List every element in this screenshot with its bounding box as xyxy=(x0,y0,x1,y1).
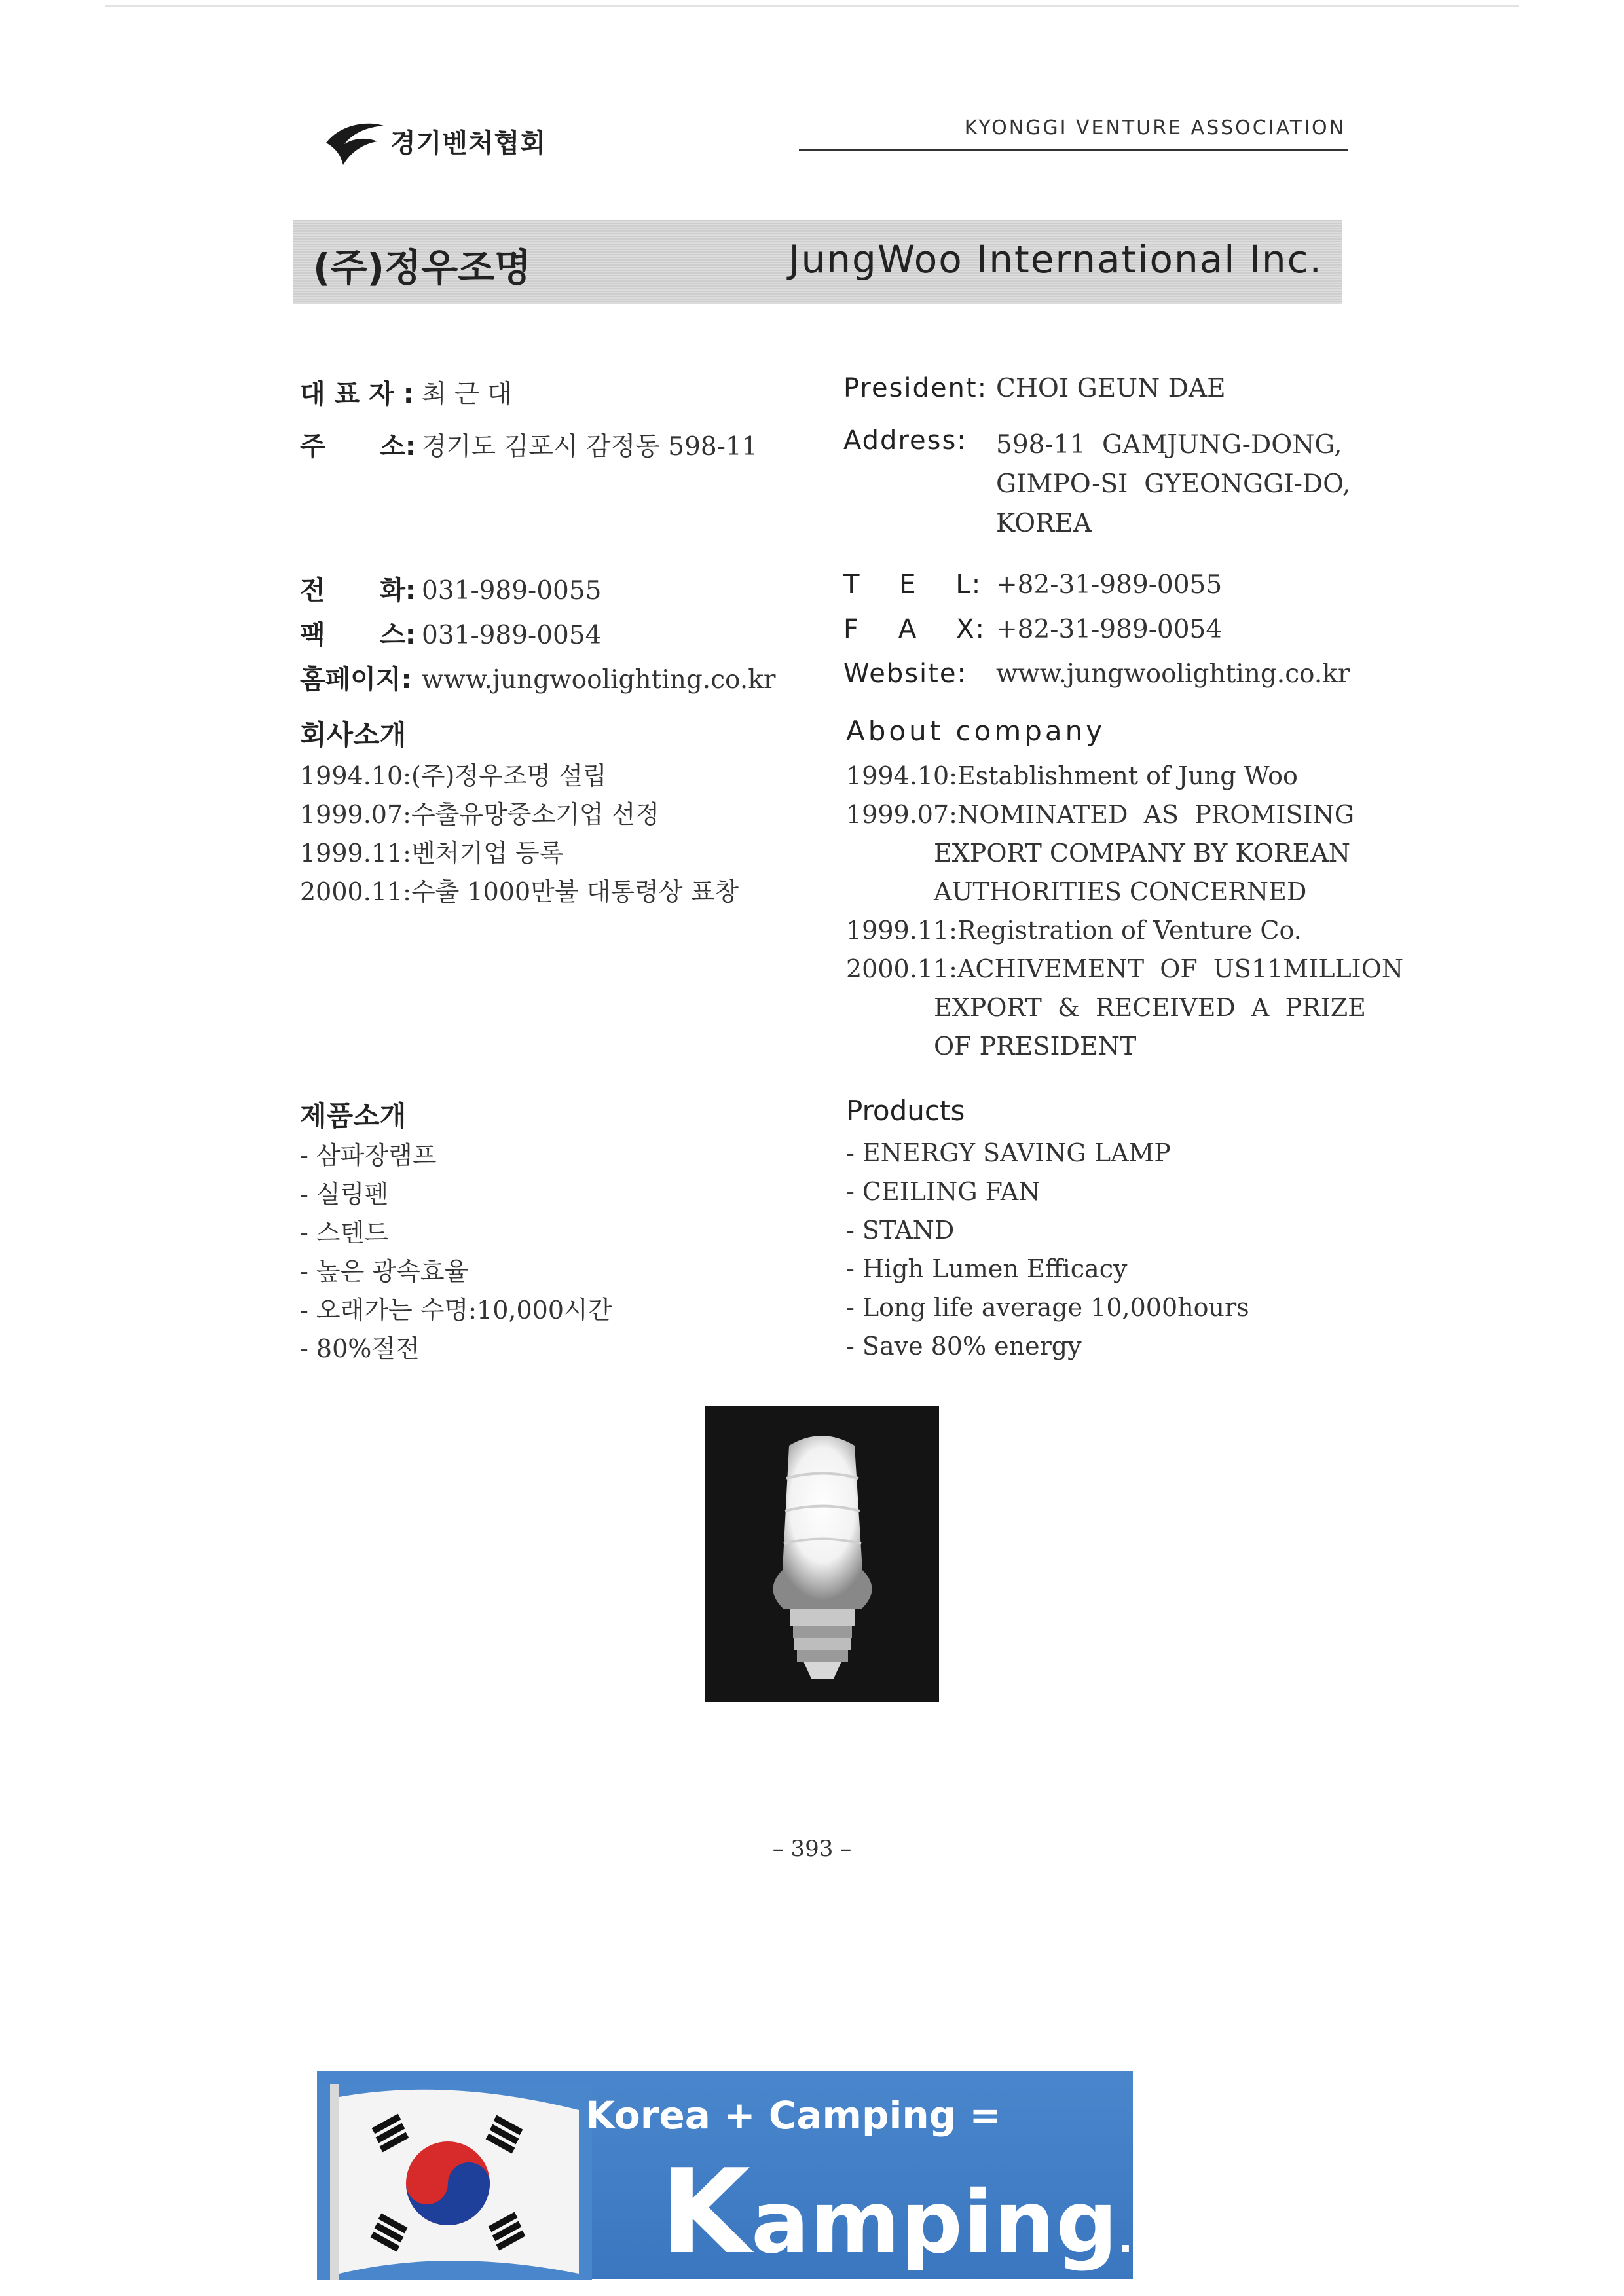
info-ko-address xyxy=(300,426,758,463)
about-ko-item: 1999.07:수출유망중소기업 선정 xyxy=(300,800,660,829)
about-en-date: 1999.11: xyxy=(846,916,957,945)
info-ko-label: 홈페이지: xyxy=(300,665,412,695)
info-ko-value: 031-989-0054 xyxy=(422,621,602,650)
info-ko-phone xyxy=(300,570,602,607)
address-line: KOREA xyxy=(996,509,1092,538)
company-title-korean: (주)정우조명 xyxy=(313,246,532,290)
products-en-list xyxy=(846,1134,1249,1366)
association-name: KYONGGI VENTURE ASSOCIATION xyxy=(964,117,1346,139)
products-en-item: - High Lumen Efficacy xyxy=(846,1254,1128,1283)
association-logo xyxy=(321,111,596,170)
banner-brand-k: K xyxy=(660,2144,751,2280)
products-en-item: - STAND xyxy=(846,1216,955,1245)
products-ko-item: - 실링펜 xyxy=(300,1180,389,1209)
about-en-line: Establishment of Jung Woo xyxy=(957,761,1298,790)
about-ko-item: 1999.11:벤처기업 등록 xyxy=(300,839,564,867)
products-ko-item: - 높은 광속효율 xyxy=(300,1257,469,1286)
bird-logo-icon xyxy=(321,111,386,170)
products-ko-list xyxy=(300,1137,612,1368)
about-en-line: OF PRESIDENT xyxy=(934,1032,1137,1061)
about-en-date: 1999.07: xyxy=(846,800,957,829)
about-en-line: AUTHORITIES CONCERNED xyxy=(934,877,1307,906)
banner-brand-tld: .co.kr xyxy=(1118,2217,1244,2261)
info-en-value xyxy=(996,426,1350,543)
info-ko-value: 경기도 김포시 감정동 598-11 xyxy=(422,432,758,462)
banner-tagline: Korea + Camping = xyxy=(585,2093,1001,2138)
products-ko-item: - 오래가는 수명:10,000시간 xyxy=(300,1296,612,1324)
info-ko-label: 팩 스: xyxy=(300,620,416,650)
about-en-line: EXPORT & RECEIVED A PRIZE xyxy=(934,993,1366,1022)
info-en-label: President: xyxy=(843,373,988,403)
about-en-line: NOMINATED AS PROMISING xyxy=(957,800,1355,829)
products-en-item: - Save 80% energy xyxy=(846,1332,1082,1360)
about-en-item xyxy=(846,795,1357,911)
info-en-label: Website: xyxy=(843,659,967,689)
info-en-label: T E L: xyxy=(843,570,982,600)
top-rule xyxy=(105,5,1519,7)
banner-brand xyxy=(660,2144,1244,2280)
about-en-item xyxy=(846,757,1357,795)
info-ko-value: 최 근 대 xyxy=(422,380,512,409)
info-en-value: CHOI GEUN DAE xyxy=(996,374,1226,403)
products-en-item: - Long life average 10,000hours xyxy=(846,1293,1249,1322)
info-en-tel xyxy=(843,570,1222,600)
association-logo-text: 경기벤처협회 xyxy=(390,128,546,158)
about-ko-heading: 회사소개 xyxy=(300,719,407,751)
about-en-date: 1994.10: xyxy=(846,761,957,790)
info-en-website xyxy=(843,659,1350,689)
company-title-english: JungWoo International Inc. xyxy=(788,237,1323,282)
kamping-banner[interactable] xyxy=(317,2071,1244,2280)
about-en-heading: About company xyxy=(846,715,1106,747)
info-en-fax xyxy=(843,614,1222,644)
info-en-value[interactable]: www.jungwoolighting.co.kr xyxy=(996,659,1350,689)
info-ko-value: 031-989-0055 xyxy=(422,576,602,606)
about-en-date: 2000.11: xyxy=(846,955,957,983)
info-en-label: Address: xyxy=(843,426,967,456)
products-ko-heading: 제품소개 xyxy=(300,1100,407,1132)
energy-saving-bulb-icon xyxy=(705,1406,939,1702)
about-ko-list xyxy=(300,757,739,911)
products-en-item: - CEILING FAN xyxy=(846,1177,1041,1206)
address-line: GIMPO-SI GYEONGGI-DO, xyxy=(996,469,1351,499)
address-line: 598-11 GAMJUNG-DONG, xyxy=(996,430,1342,460)
about-en-item xyxy=(846,950,1404,1066)
info-en-address xyxy=(843,426,1350,543)
about-en-item xyxy=(846,911,1357,950)
about-en-line: ACHIVEMENT OF US11MILLION xyxy=(957,955,1404,983)
product-photo xyxy=(705,1406,939,1702)
about-en-line: EXPORT COMPANY BY KOREAN xyxy=(934,839,1350,867)
info-en-value: +82-31-989-0054 xyxy=(996,615,1223,644)
products-ko-item: - 스텐드 xyxy=(300,1218,389,1247)
banner-brand-text: amping xyxy=(750,2172,1118,2273)
about-en-list xyxy=(846,757,1404,1066)
about-en-line: Registration of Venture Co. xyxy=(957,916,1302,945)
products-ko-item: - 삼파장램프 xyxy=(300,1141,437,1170)
info-ko-fax xyxy=(300,614,602,651)
products-en-heading: Products xyxy=(846,1095,965,1127)
products-ko-item: - 80%절전 xyxy=(300,1334,420,1363)
about-ko-item: 1994.10:(주)정우조명 설립 xyxy=(300,761,607,790)
info-ko-value[interactable]: www.jungwoolighting.co.kr xyxy=(422,665,776,695)
info-ko-representative xyxy=(300,373,512,410)
info-ko-label: 전 화: xyxy=(300,575,416,606)
info-en-president xyxy=(843,373,1226,403)
info-en-value: +82-31-989-0055 xyxy=(996,570,1223,600)
products-en-item: - ENERGY SAVING LAMP xyxy=(846,1139,1171,1167)
info-en-label: F A X: xyxy=(843,614,986,644)
info-ko-homepage xyxy=(300,659,776,696)
korean-flag-icon xyxy=(317,2084,592,2280)
about-ko-item: 2000.11:수출 1000만불 대통령상 표창 xyxy=(300,877,739,906)
header-rule xyxy=(799,149,1348,151)
page-number: – 393 – xyxy=(772,1836,852,1862)
info-ko-label: 주 소: xyxy=(300,431,416,462)
info-ko-label: 대 표 자 : xyxy=(300,379,414,409)
